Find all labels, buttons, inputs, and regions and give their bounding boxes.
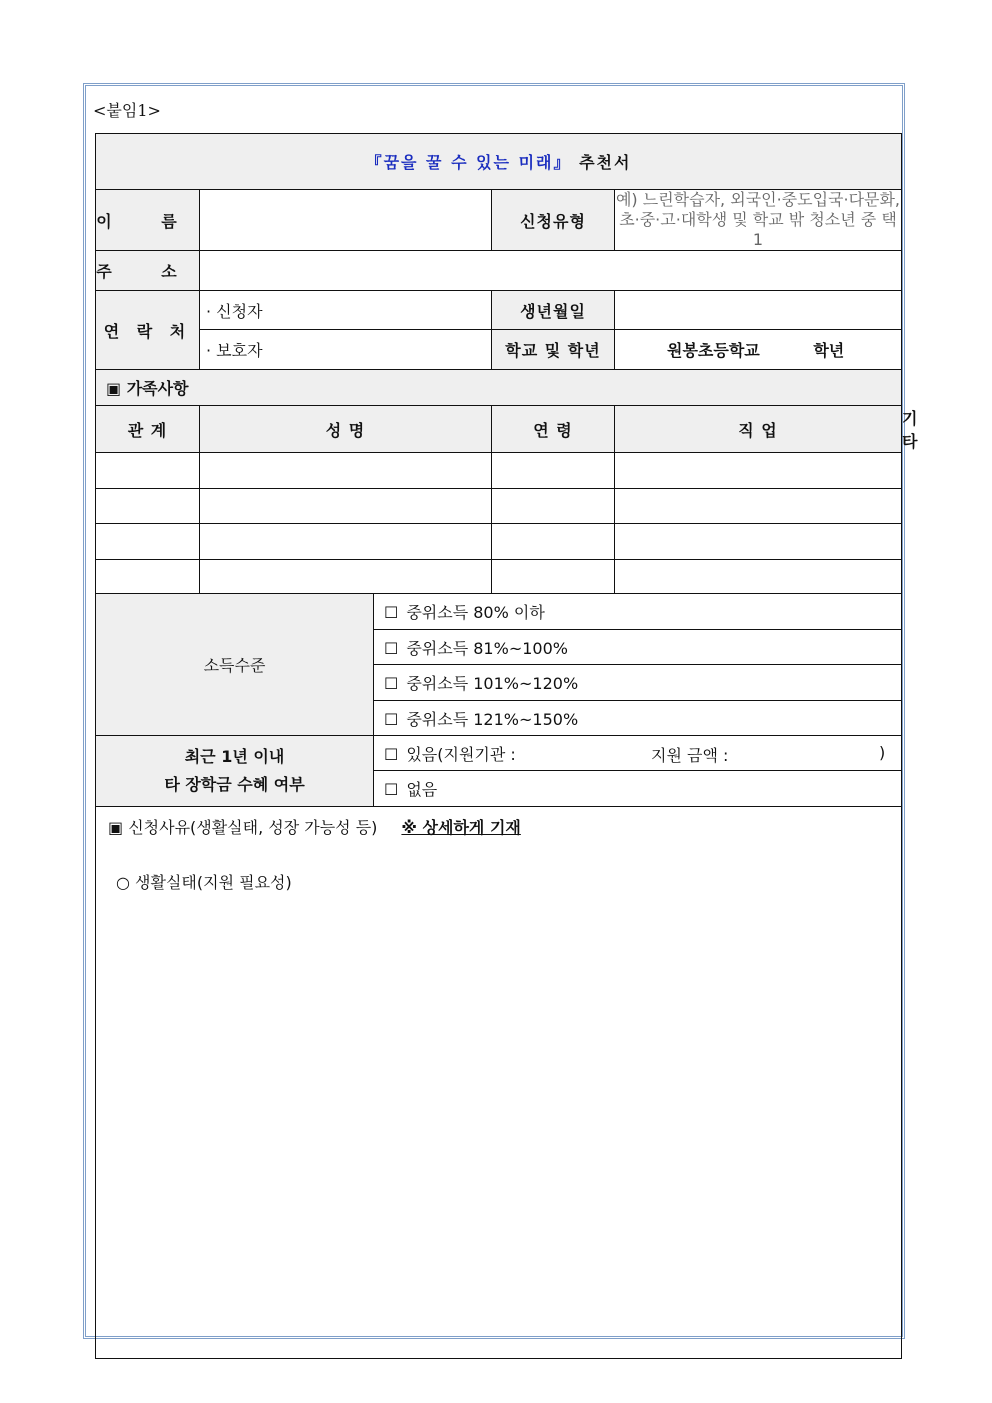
table-row <box>96 524 902 560</box>
table-row <box>96 560 902 594</box>
school-label: 학교 및 학년 <box>492 330 615 370</box>
family-section-title: ▣ 가족사항 <box>96 370 902 406</box>
family-cell[interactable] <box>96 453 200 489</box>
family-cell[interactable] <box>96 489 200 524</box>
scholarship-yes-text: 있음(지원기관 : <box>406 744 516 764</box>
scholarship-yes-option[interactable] <box>374 736 902 771</box>
checkbox-icon[interactable]: ☐ <box>384 674 399 693</box>
school-name: 원봉초등학교 <box>667 341 760 360</box>
apply-type-field[interactable] <box>615 190 902 251</box>
income-option-121-150[interactable]: ☐ 중위소득 121%~150% <box>374 701 902 736</box>
school-field[interactable] <box>615 330 902 370</box>
reason-title-line <box>108 815 889 838</box>
apply-type-hint-1: 예) 느린학습자, 외국인·중도입국·다문화, <box>615 190 901 209</box>
apply-type-hint-2: 초·중·고·대학생 및 학교 밖 청소년 중 택 1 <box>619 210 897 249</box>
family-cell[interactable] <box>492 524 615 560</box>
family-cell[interactable] <box>96 560 200 594</box>
table-row <box>96 453 902 489</box>
family-cell[interactable] <box>615 453 902 489</box>
reason-note: ※ 상세하게 기재 <box>401 818 521 837</box>
family-cell[interactable] <box>200 489 492 524</box>
income-option-101-120[interactable]: ☐ 중위소득 101%~120% <box>374 665 902 701</box>
checkbox-icon[interactable]: ☐ <box>384 709 399 729</box>
income-option-81-100[interactable]: ☐ 중위소득 81%~100% <box>374 630 902 665</box>
family-header-row: 관 계 성 명 연 령 직 업 기 타 <box>96 406 902 453</box>
grade-suffix: 학년 <box>813 341 845 360</box>
address-field[interactable] <box>200 251 902 291</box>
apply-type-label: 신청유형 <box>492 190 615 251</box>
scholarship-close-paren: ) <box>879 743 886 762</box>
scholarship-label-2: 타 장학금 수혜 여부 <box>164 775 305 794</box>
scholarship-label-1: 최근 1년 이내 <box>184 747 285 766</box>
checkbox-icon[interactable]: ☐ <box>384 638 399 658</box>
family-cell[interactable] <box>492 560 615 594</box>
checkbox-icon[interactable]: ☐ <box>384 603 399 622</box>
checkbox-icon[interactable]: ☐ <box>384 780 399 799</box>
family-header: 관 계 <box>96 406 200 453</box>
contact-guardian-field[interactable]: · 보호자 <box>200 330 492 370</box>
family-header: 성 명 <box>200 406 492 453</box>
reason-section[interactable] <box>96 807 902 1359</box>
family-header: 직 업 <box>615 406 902 453</box>
family-cell[interactable] <box>615 560 902 594</box>
table-row <box>96 489 902 524</box>
birth-label: 생년월일 <box>492 291 615 330</box>
recommendation-form <box>95 133 919 1359</box>
family-cell[interactable] <box>615 489 902 524</box>
reason-title: ▣ 신청사유(생활실태, 성장 가능성 등) <box>108 818 378 837</box>
checkbox-icon[interactable]: ☐ <box>384 744 399 764</box>
reason-item: ○ 생활실태(지원 필요성) <box>116 873 292 892</box>
family-cell[interactable] <box>492 489 615 524</box>
form-title <box>96 134 902 190</box>
family-header: 연 령 <box>492 406 615 453</box>
scholarship-label <box>96 736 374 807</box>
income-option-80[interactable]: ☐ 중위소득 80% 이하 <box>374 594 902 630</box>
birth-field[interactable] <box>615 291 902 330</box>
family-cell[interactable] <box>492 453 615 489</box>
family-cell[interactable] <box>615 524 902 560</box>
attachment-label: <붙임1> <box>93 101 161 120</box>
family-cell[interactable] <box>96 524 200 560</box>
title-suffix: 추천서 <box>571 153 632 172</box>
title-main: 『꿈을 꿀 수 있는 미래』 <box>365 153 572 172</box>
address-label: 주 소 <box>96 251 200 291</box>
scholarship-amount-text: 지원 금액 : <box>651 746 729 765</box>
family-cell[interactable] <box>200 560 492 594</box>
family-cell[interactable] <box>200 453 492 489</box>
income-label: 소득수준 <box>96 594 374 736</box>
contact-applicant-field[interactable]: · 신청자 <box>200 291 492 330</box>
contact-label: 연 락 처 <box>96 291 200 370</box>
scholarship-no-option[interactable]: ☐ 없음 <box>374 771 902 807</box>
name-field[interactable] <box>200 190 492 251</box>
family-cell[interactable] <box>200 524 492 560</box>
name-label: 이 름 <box>96 190 200 251</box>
